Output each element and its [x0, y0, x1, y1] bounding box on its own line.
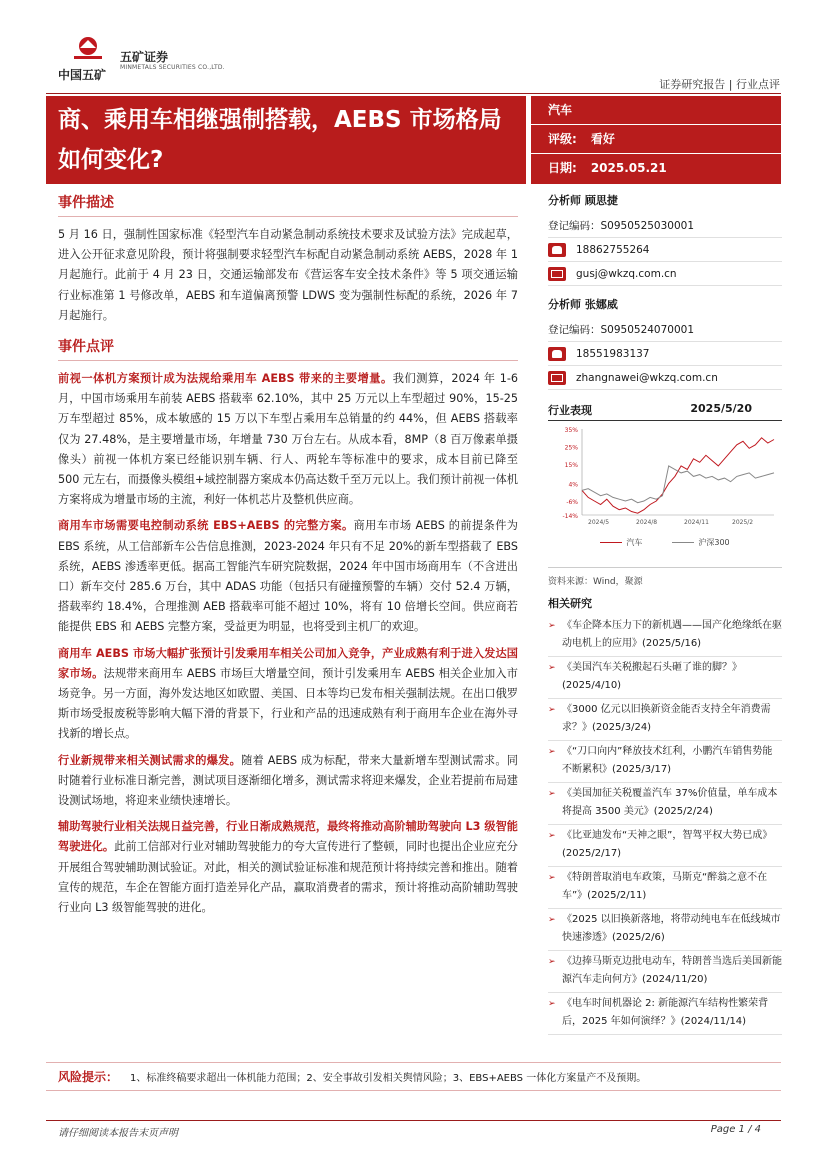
logo-cn-text: 中国五矿	[58, 68, 107, 82]
related-list	[548, 615, 782, 1035]
arrow-icon: ➢	[548, 747, 556, 757]
related-item-text: 《2025 以旧换新落地，将带动纯电车在低线城市快速渗透》(2025/2/6)	[562, 914, 781, 943]
chart-header	[548, 402, 782, 421]
analyst-1-name: 分析师 顾思捷	[548, 194, 618, 207]
analyst-2-phone: 18551983137	[576, 347, 650, 360]
related-item-text: 《3000 亿元以旧换新资金能否支持全年消费需求？》(2025/3/24)	[562, 704, 771, 733]
related-item[interactable]	[548, 657, 782, 699]
related-item[interactable]	[548, 615, 782, 657]
analyst-1-email-row	[548, 262, 782, 286]
legend-item-hs300: 沪深300	[672, 537, 729, 548]
event-comment-heading: 事件点评	[58, 339, 114, 356]
related-item-text: 《美国加征关税覆盖汽车 37%价值量，单车成本将提高 3500 美元》(2025/2/24)	[562, 788, 778, 817]
header-divider	[46, 93, 781, 94]
analyst-2-phone-row	[548, 342, 782, 366]
mail-icon	[548, 371, 566, 385]
main-content	[58, 192, 518, 924]
risk-notice	[58, 1070, 778, 1086]
related-item[interactable]	[548, 699, 782, 741]
y-tick-label: -14%	[562, 513, 578, 520]
arrow-icon: ➢	[548, 621, 556, 631]
sidebar	[548, 192, 782, 1035]
analyst-1-reg: 登记编码：S0950525030001	[548, 214, 782, 238]
analyst-1-email[interactable]: gusj@wkzq.com.cn	[576, 267, 677, 280]
comment-paragraph-1: 前视一体机方案预计成为法规给乘用车 AEBS 带来的主要增量。我们测算，2024 年 1-6 月，中国市场乘用车前装 AEBS 搭载率 62.10%，其中 25 万元以上车型超过 90%，15-25 万车型超过 85%，成本敏感的 15 万以下车型占乘用车总销量的约 44%，但 AEBS 搭载率仅为 27.48%，是主要增量市场，年增量 730 万台左右。从成本看，8MP（8 百万像素单摄像头）前视一体机方案已经能识别车辆、行人、两轮车等标准中的要求，成本目前已降至 500 元左右，而摄像头模组+域控制器方案成本仍高达数千至万元以上。我们预计前视一体机方案将成为增量市场的主流，利好一体机芯片及整机供应商。	[58, 372, 518, 507]
phone-icon	[548, 243, 566, 257]
risk-divider	[46, 1062, 781, 1063]
comment-paragraph-2: 商用车市场需要电控制动系统 EBS+AEBS 的完整方案。商用车市场 AEBS 的前提条件为 EBS 系统，从工信部新车公告信息推测，2023-2024 年只有不足 20%的新车型搭载了 EBS 系统，AEBS 渗透率更低。据高工智能汽车研究院数据，2024 年中国市场商用车（不含进出口）新车交付 285.6 万台，其中 ADAS 功能（包括只有碰撞预警的车辆）交付 52.4 万辆，搭载率约 18.4%，合理推测 AEB 搭载率可能不超过 10%，将有 10 倍增长空间。供应商若能提供 EBS 和 AEBS 完整方案，受益更为明显，也将受到主机厂的欢迎。	[58, 519, 518, 634]
meta-industry: 汽车	[531, 96, 781, 125]
series-line-hs300	[582, 466, 774, 503]
footer-divider	[46, 1120, 781, 1121]
analyst-1-phone: 18862755264	[576, 243, 650, 256]
y-tick-label: 15%	[564, 462, 578, 470]
related-item-text: 《“刀口向内”释放技术红利，小鹏汽车销售势能不断累积》(2025/3/17)	[562, 746, 773, 775]
chart-date: 2025/5/20	[690, 402, 752, 415]
related-item-text: 《电车时间机器论 2: 新能源汽车结构性繁荣背后，2025 年如何演绎？》(2024/11/14)	[562, 998, 769, 1027]
related-item-text: 《美国汽车关税搬起石头砸了谁的脚？》(2025/4/10)	[562, 662, 742, 691]
comment-paragraph-4: 行业新规带来相关测试需求的爆发。随着 AEBS 成为标配，带来大量新增车型测试需求。同时随着行业标准日渐完善，测试项目逐渐细化增多，测试需求将迎来爆发，企业若提前布局建设测试场地，将迎来业绩快速增长。	[58, 753, 518, 808]
related-item[interactable]	[548, 993, 782, 1035]
related-item[interactable]	[548, 951, 782, 993]
y-tick-label: 35%	[564, 427, 578, 434]
related-item[interactable]	[548, 867, 782, 909]
analyst-2-email[interactable]: zhangnawei@wkzq.com.cn	[576, 371, 718, 384]
meta-block	[531, 96, 781, 184]
comment-paragraph-3: 商用车 AEBS 市场大幅扩张预计引发乘用车相关公司加入竞争，产业成熟有利于进入发达国家市场。法规带来商用车 AEBS 市场巨大增量空间，预计引发乘用车 AEBS 相关企业加入市场竞争。另一方面，海外发达地区如欧盟、美国、日本等均已发布相关强制法规。在出口俄罗斯市场受报废税等影响大幅下滑的背景下，行业和产品的迅速成熟有利于商用车企业在海外寻找新的增长点。	[58, 646, 518, 741]
risk-label: 风险提示：	[58, 1070, 119, 1084]
x-tick-label: 2024/11	[684, 519, 709, 526]
chart-svg	[548, 421, 782, 531]
arrow-icon: ➢	[548, 873, 556, 883]
x-tick-label: 2024/8	[636, 519, 658, 526]
x-tick-label: 2024/5	[588, 519, 610, 526]
phone-icon	[548, 347, 566, 361]
x-tick-label: 2025/2	[732, 519, 754, 526]
arrow-icon: ➢	[548, 831, 556, 841]
mail-icon	[548, 267, 566, 281]
arrow-icon: ➢	[548, 957, 556, 967]
arrow-icon: ➢	[548, 663, 556, 673]
comment-paragraph-5: 辅助驾驶行业相关法规日益完善，行业日渐成熟规范，最终将推动高阶辅助驾驶向 L3 级智能驾驶进化。此前工信部对行业对辅助驾驶能力的夸大宣传进行了整顿，同时也提出企业应充分开展组合驾驶辅助测试验证。对此，相关的测试验证标准和规范预计将持续完善和推出。随着宣传的规范，车企在智能方面打造差异化产品，赢取消费者的需求，预计将推动高阶辅助驾驶行业向 L3 级智能驾驶的进化。	[58, 820, 518, 915]
series-line-auto	[582, 438, 774, 513]
analyst-2-reg: 登记编码：S0950524070001	[548, 318, 782, 342]
arrow-icon: ➢	[548, 999, 556, 1009]
risk-text: 1、标准终稿要求超出一体机能力范围；2、安全事故引发相关舆情风险；3、EBS+AEBS 一体化方案量产不及预期。	[130, 1073, 647, 1084]
chart-title: 行业表现	[548, 404, 592, 417]
related-item-text: 《边捧马斯克边批电动车，特朗普当选后美国新能源汽车走向何方》(2024/11/20)	[562, 956, 782, 985]
y-tick-label: 25%	[564, 444, 578, 452]
analyst-2-name: 分析师 张娜威	[548, 298, 618, 311]
related-item[interactable]	[548, 909, 782, 951]
analyst-1-phone-row	[548, 238, 782, 262]
y-tick-label: 4%	[568, 481, 578, 489]
section-divider	[58, 360, 518, 361]
related-item-text: 《比亚迪发布“天神之眼”，智驾平权大势已成》(2025/2/17)	[562, 830, 773, 859]
related-item-text: 《特朗普取消电车政策，马斯克“醉翁之意不在车”》(2025/2/11)	[562, 872, 768, 901]
arrow-icon: ➢	[548, 915, 556, 925]
logo-area	[58, 36, 258, 86]
report-type: 证券研究报告 | 行业点评	[659, 78, 780, 91]
brand-name: 五矿证券	[120, 50, 169, 64]
brand-en: MINMETALS SECURITIES CO.,LTD.	[120, 64, 225, 71]
report-title: 商、乘用车相继强制搭载，AEBS 市场格局如何变化?	[58, 107, 502, 173]
event-desc-heading: 事件描述	[58, 195, 114, 211]
arrow-icon: ➢	[548, 705, 556, 715]
minmetals-logo-icon	[70, 36, 106, 64]
related-item[interactable]	[548, 741, 782, 783]
meta-date: 日期: 2025.05.21	[548, 161, 667, 175]
chart-legend	[548, 537, 782, 548]
related-heading: 相关研究	[548, 597, 592, 610]
related-item[interactable]	[548, 825, 782, 867]
related-item-text: 《车企降本压力下的新机遇——国产化绝缘纸在驱动电机上的应用》(2025/5/16)	[562, 620, 782, 649]
event-desc-text: 5 月 16 日，强制性国家标准《轻型汽车自动紧急制动系统技术要求及试验方法》完成起草，进入公开征求意见阶段，预计将强制要求轻型汽车标配自动紧急制动系统 AEBS，2028 年 1 月起施行。此前于 4 月 23 日，交通运输部发布《营运客车安全技术条件》等 5 项交通运输行业标准第 1 号修改单，AEBS 和车道偏离预警 LDWS 变为强制性标配的系统，2026 年 7 月起施行。	[58, 228, 518, 322]
meta-rating: 评级: 看好	[531, 125, 781, 154]
footer-disclaimer: 请仔细阅读本报告末页声明	[58, 1128, 178, 1139]
title-block	[46, 96, 526, 184]
legend-item-auto: 汽车	[600, 537, 642, 548]
y-tick-label: -6%	[566, 498, 578, 506]
industry-performance-chart	[548, 421, 782, 561]
arrow-icon: ➢	[548, 789, 556, 799]
related-item[interactable]	[548, 783, 782, 825]
analyst-2-email-row	[548, 366, 782, 390]
risk-divider-bottom	[46, 1090, 781, 1091]
section-divider	[58, 216, 518, 217]
chart-source: 资料来源：Wind，聚源	[548, 567, 782, 587]
page-number: Page 1 / 4	[710, 1124, 761, 1135]
